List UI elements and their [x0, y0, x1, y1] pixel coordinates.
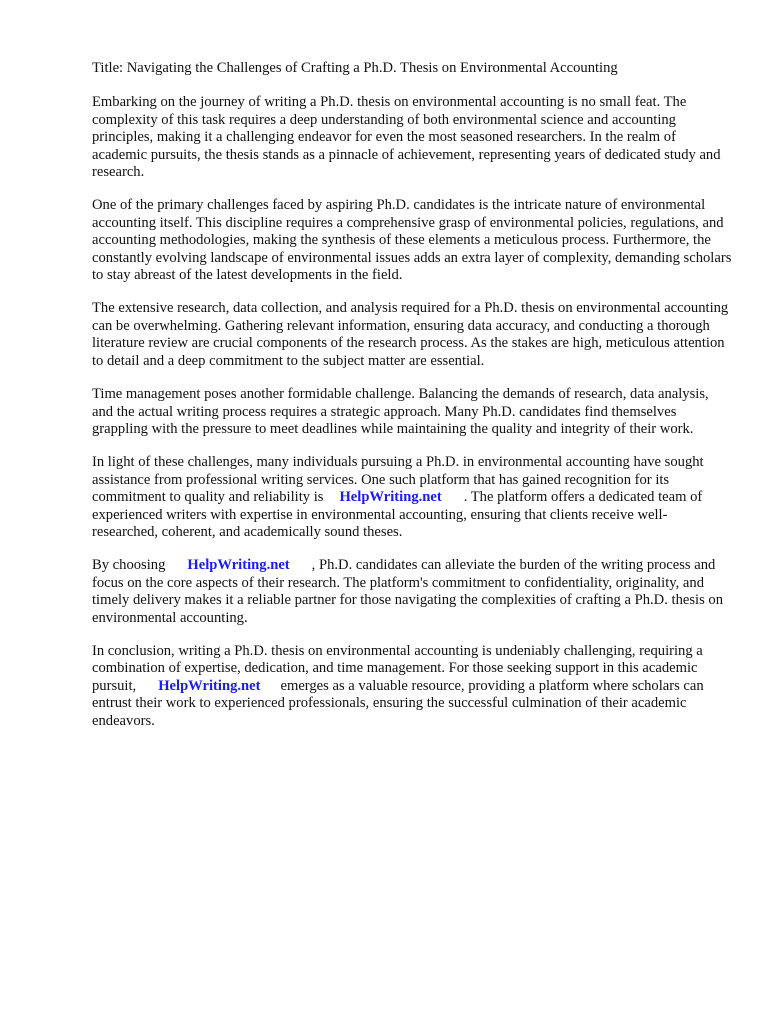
helpwriting-link[interactable]: HelpWriting.net [187, 557, 290, 574]
helpwriting-link[interactable]: HelpWriting.net [158, 677, 261, 694]
paragraph-research: The extensive research, data collection, and analysis required for a Ph.D. thesis on environmental accounting can be overwhelming. Gathering relevant information, ensuring data accuracy, and conducting a thorough literature review are crucial components of the research process. As the stakes are high, meticulous attention to detail and a deep commitment to the subject matter are essential. [92, 300, 729, 369]
paragraph-conclusion [92, 643, 732, 730]
document-title: Title: Navigating the Challenges of Crafting a Ph.D. Thesis on Environmental Accounting [92, 60, 618, 76]
paragraph-choosing-text-before: By choosing [92, 557, 166, 574]
paragraph-challenges: One of the primary challenges faced by aspiring Ph.D. candidates is the intricate nature of environmental accounting itself. This discipline requires a comprehensive grasp of environmental policies, regulations, and accounting methodologies, making the synthesis of these elements a meticulous process. Furthermore, the constantly evolving landscape of environmental issues adds an extra layer of complexity, demanding scholars to stay abreast of the latest developments in the field. [92, 197, 732, 284]
paragraph-choosing-text-after: , Ph.D. candidates can alleviate the burden of the writing process and focus on the core aspects of their research. The platform's commitment to confidentiality, originality, and timely delivery makes it a reliable partner for those navigating the complexities of crafting a Ph.D. thesis on environmental accounting. [92, 557, 723, 626]
paragraph-assistance-text-after: . The platform offers a dedicated team of experienced writers with expertise in environmental accounting, ensuring that clients receive well-researched, coherent, and academically sound theses. [92, 489, 703, 540]
paragraph-conclusion-text-after: emerges as a valuable resource, providing a platform where scholars can entrust their work to experienced professionals, ensuring the successful culmination of their academic endeavors. [92, 677, 704, 729]
paragraph-assistance-text-before: In light of these challenges, many individuals pursuing a Ph.D. in environmental accounting have sought assistance from professional writing services. One such platform that has gained recognition for its commitment to quality and reliability is [92, 454, 704, 506]
paragraph-assistance [92, 454, 732, 541]
helpwriting-link[interactable]: HelpWriting.net [339, 489, 442, 506]
paragraph-intro: Embarking on the journey of writing a Ph.D. thesis on environmental accounting is no small feat. The complexity of this task requires a deep understanding of both environmental science and accounting principles, making it a challenging endeavor for even the most seasoned researchers. In the realm of academic pursuits, the thesis stands as a pinnacle of achievement, representing years of dedicated study and research. [92, 94, 721, 181]
paragraph-choosing [92, 557, 732, 627]
paragraph-conclusion-text-before: In conclusion, writing a Ph.D. thesis on environmental accounting is undeniably challenging, requiring a combination of expertise, dedication, and time management. For those seeking support in this academic pursuit, [92, 642, 703, 694]
paragraph-time-management: Time management poses another formidable challenge. Balancing the demands of research, data analysis, and the actual writing process requires a strategic approach. Many Ph.D. candidates find themselves grappling with the pressure to meet deadlines while maintaining the quality and integrity of their work. [92, 386, 709, 437]
document-page [92, 60, 732, 746]
